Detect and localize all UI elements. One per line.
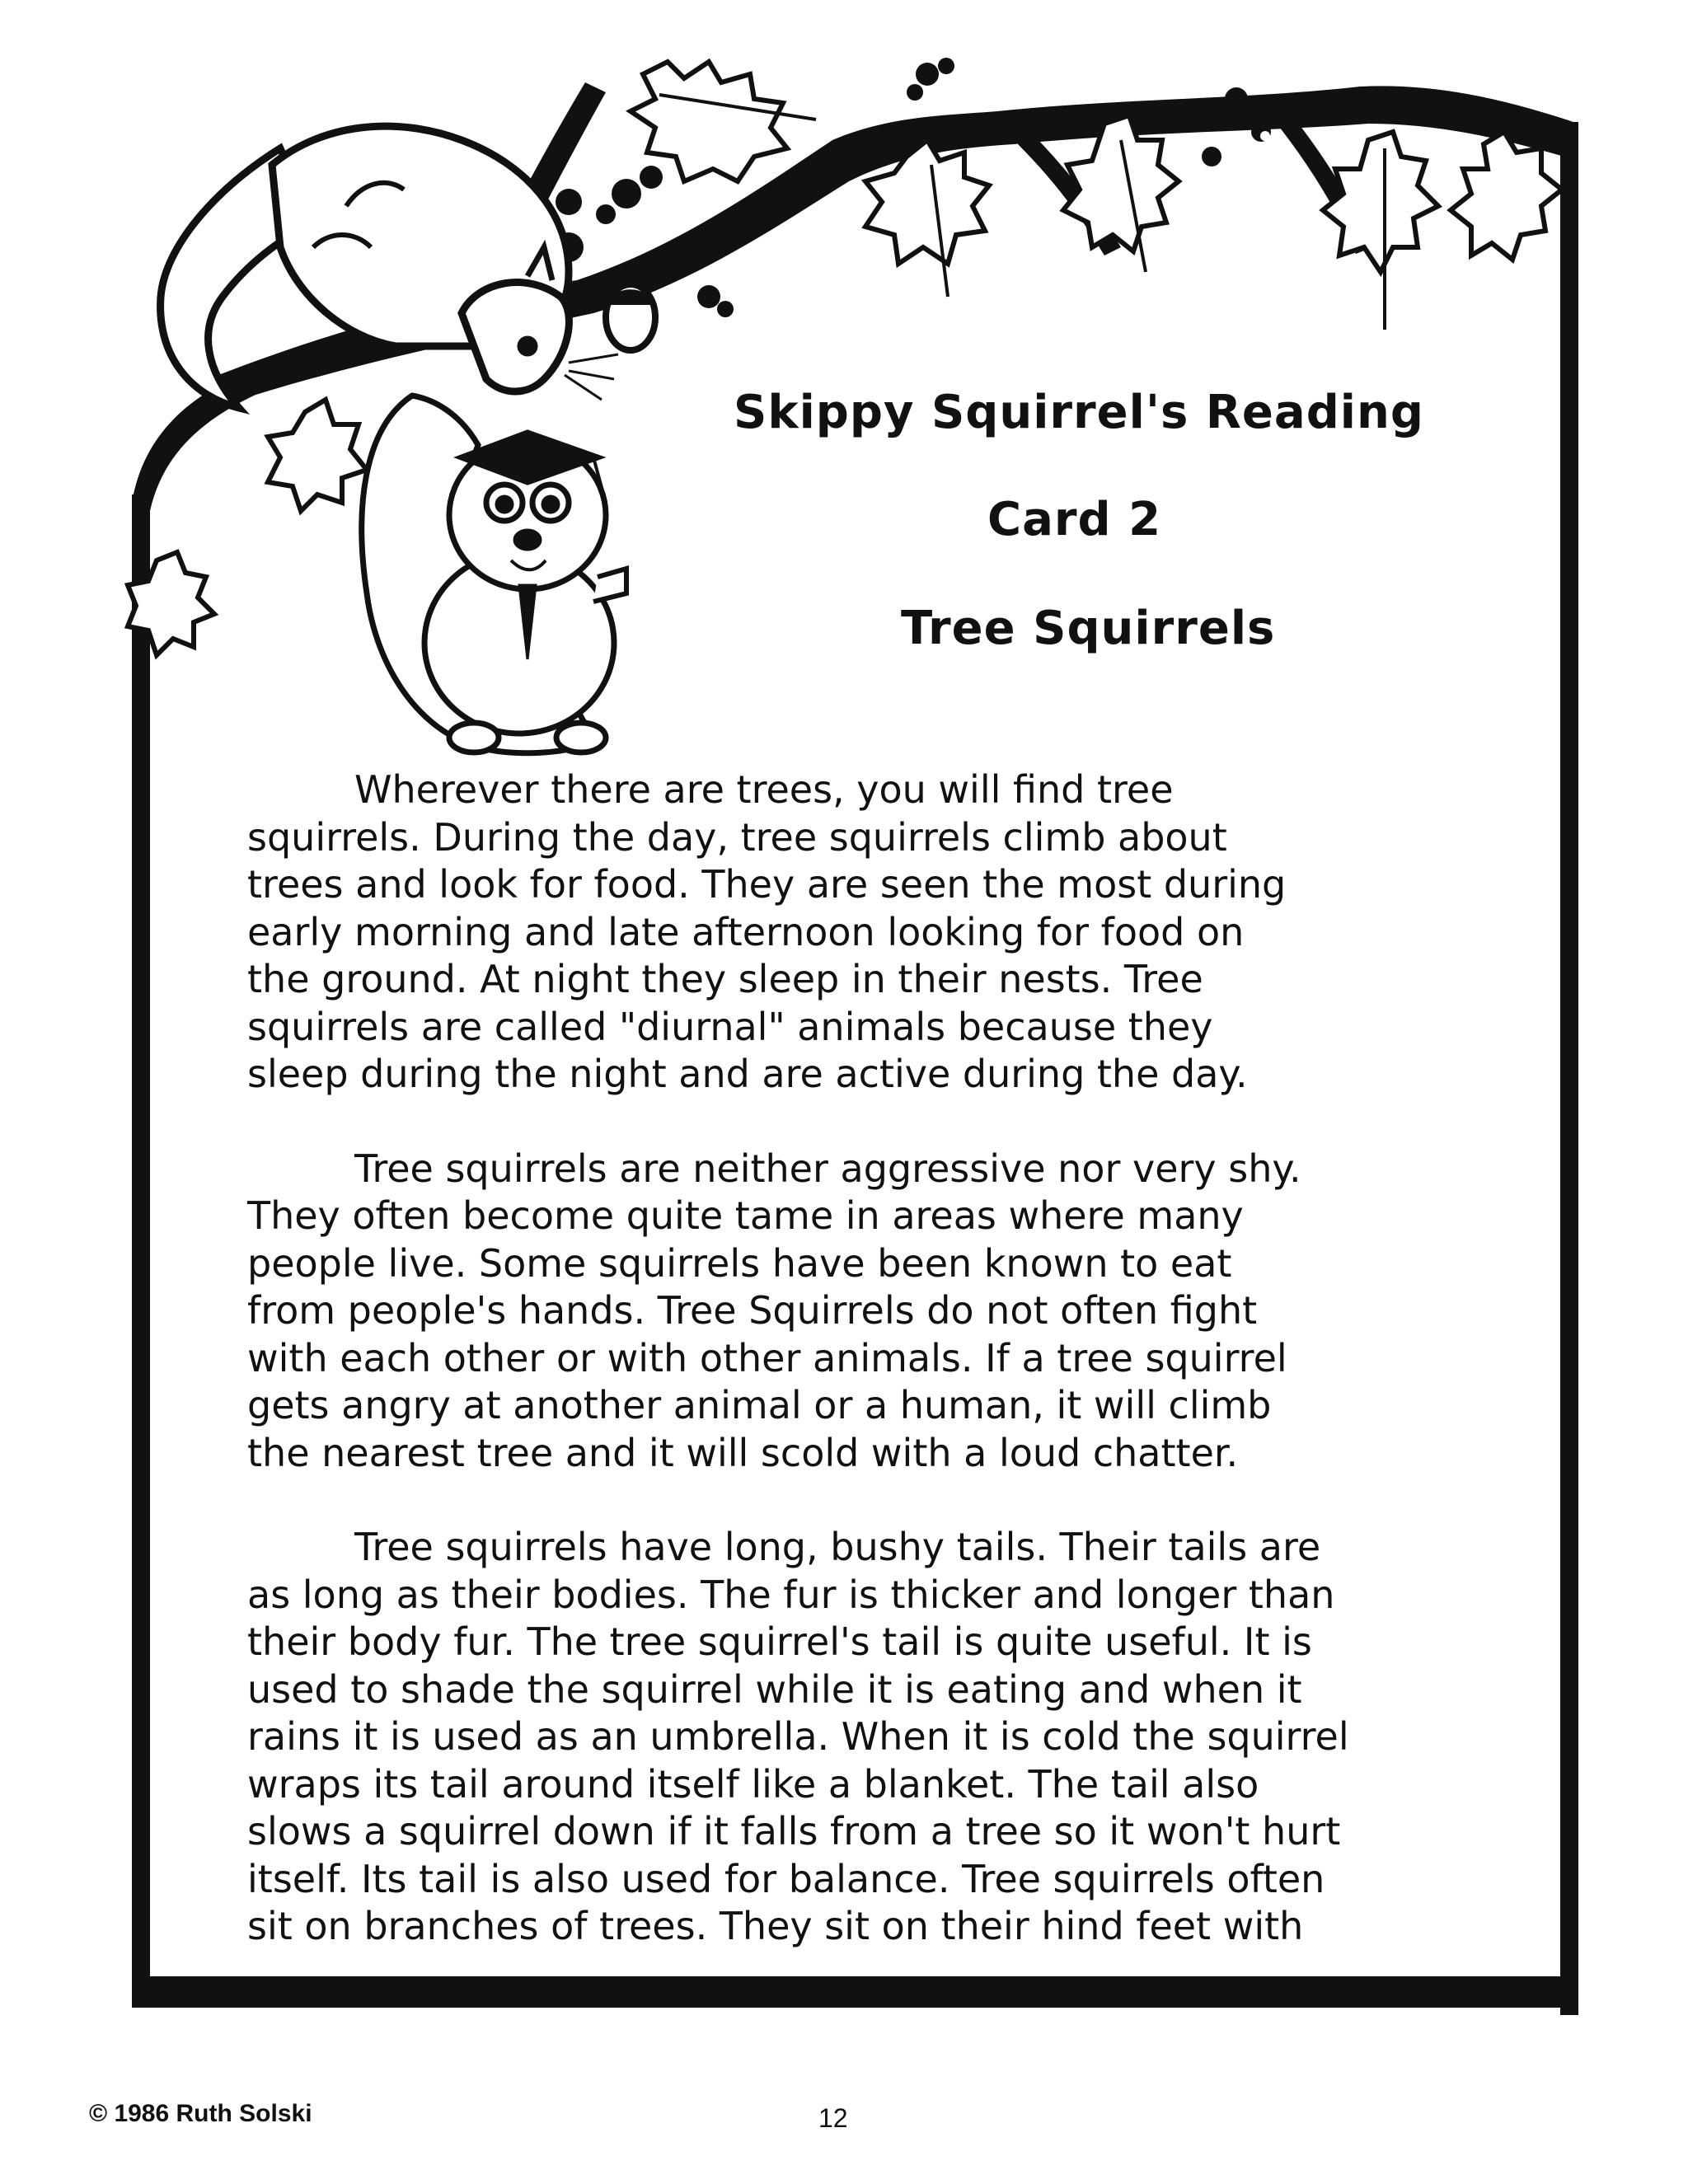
text-line: squirrels. During the day, tree squirrels climb about — [247, 814, 1227, 860]
graduate-squirrel-mascot — [362, 396, 626, 753]
text-line: trees and look for food. They are seen the most during — [247, 862, 1287, 907]
text-line: Wherever there are trees, you will find tree — [354, 767, 1174, 812]
body-text — [247, 766, 1442, 1998]
text-line: early morning and late afternoon looking for food on — [247, 909, 1245, 954]
acorn — [606, 284, 655, 350]
text-line: gets angry at another animal or a human, it will climb — [247, 1383, 1272, 1427]
text-line: the ground. At night they sleep in their nests. Tree — [247, 957, 1203, 1001]
text-line: Tree squirrels are neither aggressive nor very shy. — [354, 1146, 1301, 1191]
text-line: They often become quite tame in areas where many — [247, 1193, 1244, 1238]
text-line: people live. Some squirrels have been known to eat — [247, 1240, 1232, 1286]
copyright-notice: © 1986 Ruth Solski — [89, 2100, 312, 2127]
text-line: slows a squirrel down if it falls from a tree so it won't hurt — [247, 1809, 1341, 1854]
text-line: the nearest tree and it will scold with a loud chatter. — [247, 1430, 1239, 1475]
text-line: Tree squirrels have long, bushy tails. Their tails are — [354, 1525, 1321, 1569]
text-line: as long as their bodies. The fur is thicker and longer than — [247, 1572, 1335, 1617]
title-line-3: Tree Squirrels — [901, 602, 1276, 655]
text-line: sleep during the night and are active during the day. — [247, 1052, 1248, 1096]
paragraph-2 — [247, 1146, 1442, 1478]
text-line: sit on branches of trees. They sit on their hind feet with — [247, 1904, 1304, 1948]
text-line: squirrels are called "diurnal" animals because they — [247, 1004, 1213, 1049]
paragraph-1 — [247, 766, 1442, 1099]
text-line: used to shade the squirrel while it is eating and when it — [247, 1666, 1302, 1712]
title-line-2: Card 2 — [987, 493, 1162, 546]
title-line-1: Skippy Squirrel's Reading — [734, 386, 1424, 439]
paragraph-3 — [247, 1524, 1442, 1951]
text-line: wraps its tail around itself like a blanket. The tail also — [247, 1761, 1259, 1807]
text-line: rains it is used as an umbrella. When it is cold the squirrel — [247, 1714, 1349, 1759]
text-line: from people's hands. Tree Squirrels do not often fight — [247, 1288, 1258, 1333]
text-line: their body fur. The tree squirrel's tail is quite useful. It is — [247, 1619, 1312, 1664]
page-number: 12 — [818, 2103, 848, 2133]
text-line: itself. Its tail is also used for balance. Tree squirrels often — [247, 1856, 1325, 1901]
text-line: with each other or with other animals. If a tree squirrel — [247, 1335, 1287, 1380]
